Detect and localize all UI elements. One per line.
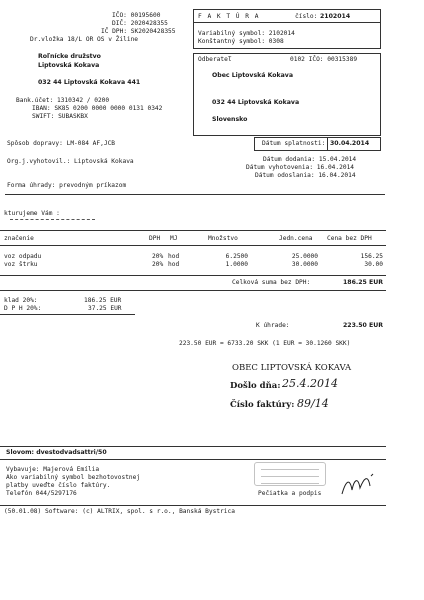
issuer-phone: Telefón 044/5297176 [6, 490, 77, 497]
supplier-ic-dph: IČ DPH: SK2020428355 [101, 28, 176, 35]
issue-date: Dátum vyhotovenia: 16.04.2014 [246, 164, 355, 171]
invoice-number: 2102014 [320, 13, 351, 20]
shipping-method: Spôsob dopravy: LM-084 AF,JCB [7, 140, 116, 147]
supplier-ico: IČO: 00195600 [112, 12, 161, 19]
item-quantity: 6.2500 [225, 253, 248, 260]
to-pay-label: K úhrade: [256, 322, 290, 329]
item-name: vоz odpadu [4, 253, 42, 260]
total-without-vat: 186.25 EUR [342, 279, 383, 286]
customer-ico: 0102 IČO: 00315389 [290, 56, 358, 63]
customer-country: Slovensko [212, 116, 248, 123]
processed-by: Org.j.vyhotovil.: Liptovská Kokava [7, 158, 134, 165]
customer-name: Obec Liptovská Kokava [212, 72, 294, 79]
tax-base-value: 186.25 EUR [84, 297, 122, 304]
item-total: 156.25 [360, 253, 383, 260]
signature-scribble [340, 472, 376, 504]
supplier-iban: IBAN: SK85 0200 0000 0000 0131 0342 [32, 105, 163, 112]
customer-box [193, 53, 381, 136]
issuer-note-line1: Ako variabilný symbol bezhotovostnej [6, 474, 141, 481]
supplier-address: 032 44 Liptovská Kokava 441 [38, 79, 141, 86]
issuer-name: Vybavuje: Majerová Emília [6, 466, 100, 473]
vat-value: 37.25 EUR [88, 305, 122, 312]
column-header-total: Cena bez DPH [327, 235, 372, 242]
issuer-note-line2: platby uveďte číslo faktúry. [6, 482, 111, 489]
billing-note: kturujeme Vám : [4, 210, 60, 217]
tax-base-label: klad 20%: [4, 297, 38, 304]
column-header-unit-price: Jedn.cena [279, 235, 313, 242]
footer-software: (50.01.08) Software: (c) ALTRIX, spol. s r.o., Banská Bystrica [4, 508, 235, 515]
due-date-label: Dátum splatnosti: [262, 140, 326, 147]
item-unit: hod [168, 261, 180, 268]
stamp-received-handwritten: 25.4.2014 [282, 377, 338, 390]
supplier-swift: SWIFT: SUBASKBX [32, 113, 88, 120]
column-header-unit: MJ [170, 235, 178, 242]
stamp-organization: OBEC LIPTOVSKÁ KOKAVA [232, 363, 352, 373]
stamp-received-label: Došlo dňa: [230, 381, 281, 391]
due-date: 30.04.2014 [330, 140, 370, 147]
item-total: 30.00 [364, 261, 383, 268]
vat-label: D P H 20%: [4, 305, 42, 312]
customer-address: 032 44 Liptovská Kokava [212, 99, 300, 106]
total-without-vat-label: Celková suma bez DPH: [232, 279, 311, 286]
stamp-invoice-no-handwritten: 89/14 [297, 397, 329, 410]
invoice-title: F A K T Ú R A [198, 13, 260, 20]
column-header-name: značenie [4, 235, 34, 242]
invoice-number-label: číslo: [295, 13, 318, 20]
sent-date: Dátum odoslania: 16.04.2014 [255, 172, 356, 179]
to-pay-amount: 223.50 EUR [342, 322, 383, 329]
signature-label: Pečiatka a podpis [258, 490, 322, 497]
delivery-date: Dátum dodania: 15.04.2014 [263, 156, 357, 163]
supplier-register: Dr.vložka 18/L OR OS v Žiline [30, 36, 139, 43]
item-quantity: 1.0000 [225, 261, 248, 268]
amount-in-words: Slovom: dvestodvadsattri/50 [6, 449, 107, 456]
item-vat: 20% [152, 261, 164, 268]
payment-method: Forma úhrady: prevodným príkazom [7, 182, 127, 189]
stamp-invoice-no-label: Číslo faktúry: [230, 400, 295, 410]
supplier-bank-account: Bank.účet: 1310342 / 0200 [16, 97, 110, 104]
column-header-vat: DPH [149, 235, 161, 242]
currency-conversion: 223.50 EUR = 6733.20 SKK (1 EUR = 30.1260 SKK) [179, 340, 351, 347]
item-unit: hod [168, 253, 180, 260]
item-unit-price: 25.0000 [291, 253, 318, 260]
supplier-name-line2: Liptovská Kokava [38, 62, 100, 69]
item-vat: 20% [152, 253, 164, 260]
item-name: vоz štrku [4, 261, 38, 268]
supplier-name-line1: Roľnícke družstvo [38, 53, 101, 60]
constant-symbol: Konštantný symbol: 0308 [198, 38, 284, 45]
supplier-dic: DIČ: 2020428355 [112, 20, 168, 27]
column-header-quantity: Množstvo [208, 235, 238, 242]
company-stamp [254, 462, 326, 486]
item-unit-price: 30.0000 [291, 261, 318, 268]
variable-symbol: Variabilný symbol: 2102014 [198, 30, 295, 37]
customer-label: Odberateľ [198, 56, 232, 63]
